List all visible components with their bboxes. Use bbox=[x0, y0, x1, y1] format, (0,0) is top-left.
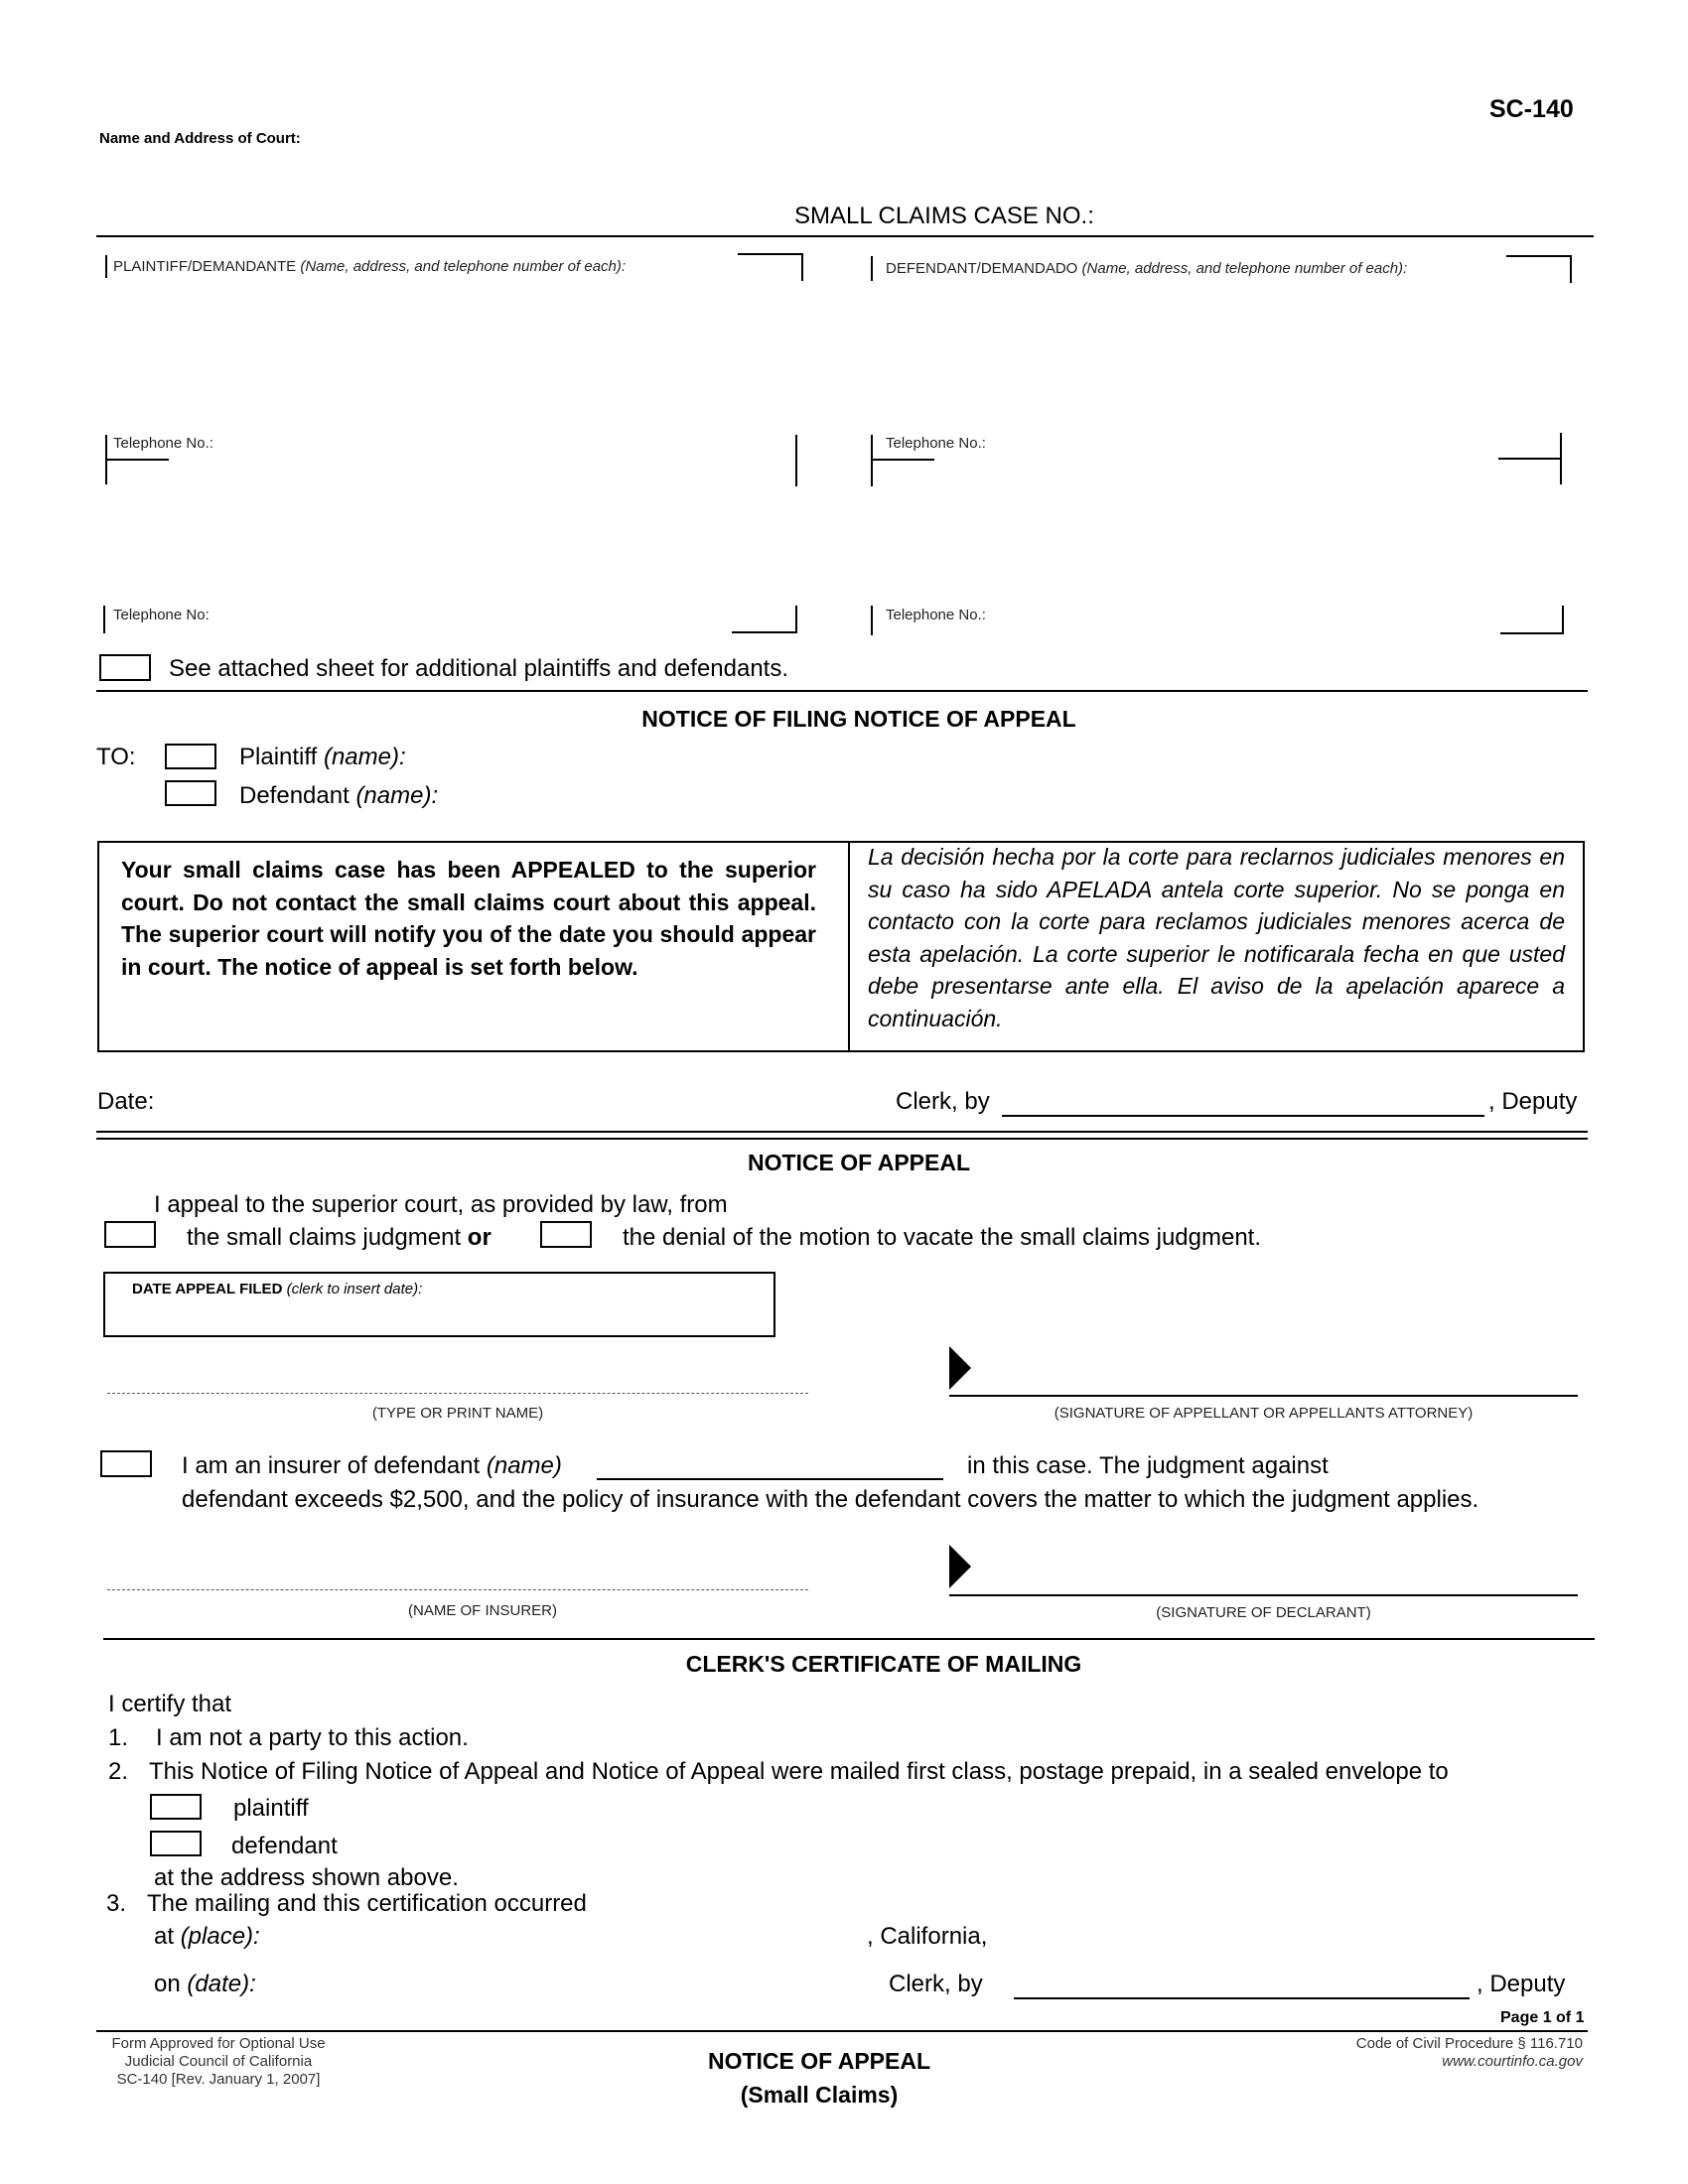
insurer-checkbox[interactable] bbox=[100, 1450, 152, 1477]
notice-appeal-title: NOTICE OF APPEAL bbox=[747, 1150, 971, 1175]
to-plaintiff-checkbox[interactable] bbox=[165, 744, 216, 769]
date-appeal-filed-label: DATE APPEAL FILED (clerk to insert date): bbox=[132, 1281, 423, 1297]
mail-defendant-checkbox[interactable] bbox=[150, 1831, 202, 1856]
denial-checkbox[interactable] bbox=[540, 1221, 592, 1248]
plaintiff-label: PLAINTIFF/DEMANDANTE (Name, address, and telephone number of each): bbox=[113, 258, 627, 275]
appellant-signature-caption: (SIGNATURE OF APPELLANT OR APPELLANTS ATTORNEY) bbox=[1054, 1405, 1474, 1422]
type-name-caption: (TYPE OR PRINT NAME) bbox=[371, 1405, 544, 1422]
defendant-label: DEFENDANT/DEMANDADO (Name, address, and telephone number of each): bbox=[886, 260, 1408, 277]
clerk-signature-line[interactable] bbox=[1002, 1115, 1484, 1117]
deputy-label: , Deputy bbox=[1488, 1088, 1578, 1115]
judgment-option: the small claims judgment or bbox=[187, 1224, 492, 1251]
insurer-text-2: in this case. The judgment against bbox=[967, 1452, 1329, 1479]
telephone-label: Telephone No.: bbox=[113, 435, 213, 452]
mailing-date-label: on (date): bbox=[154, 1971, 256, 1997]
insurer-name-line[interactable] bbox=[107, 1589, 808, 1590]
page-number: Page 1 of 1 bbox=[1500, 2009, 1585, 2026]
section-rule bbox=[96, 690, 1588, 692]
notice-filing-title: NOTICE OF FILING NOTICE OF APPEAL bbox=[641, 706, 1076, 732]
to-label: TO: bbox=[96, 744, 136, 770]
telephone-label: Telephone No.: bbox=[886, 435, 986, 452]
telephone-label: Telephone No: bbox=[113, 607, 210, 623]
to-defendant-checkbox[interactable] bbox=[165, 780, 216, 806]
signature-arrow-icon bbox=[949, 1346, 971, 1390]
tel4-bracket bbox=[871, 606, 873, 635]
appeal-intro: I appeal to the superior court, as provided by law, from bbox=[154, 1191, 728, 1218]
declarant-arrow-icon bbox=[949, 1545, 971, 1588]
insurer-defendant-name-line[interactable] bbox=[597, 1478, 943, 1480]
english-notice-text: Your small claims case has been APPEALED to the superior court. Do not contact the small claims court about this appeal. The superior court will notify you of the date you should appear in court. The notice of appeal is set forth below. bbox=[121, 857, 816, 980]
plaintiff-bracket bbox=[105, 255, 107, 278]
header-rule bbox=[96, 235, 1594, 237]
certificate-title: CLERK'S CERTIFICATE OF MAILING bbox=[685, 1651, 1082, 1677]
form-number: SC-140 bbox=[1489, 95, 1574, 123]
declarant-signature-line[interactable] bbox=[949, 1594, 1578, 1596]
california-label: , California, bbox=[867, 1923, 988, 1950]
attached-sheet-checkbox[interactable] bbox=[99, 654, 151, 681]
clerk-by-label: Clerk, by bbox=[896, 1088, 990, 1115]
insurer-name-caption: (NAME OF INSURER) bbox=[408, 1602, 557, 1619]
court-name-label: Name and Address of Court: bbox=[99, 130, 301, 147]
footer-code: Code of Civil Procedure § 116.710 www.courtinfo.ca.gov bbox=[1291, 2035, 1583, 2071]
tel2-bracket bbox=[871, 435, 873, 486]
to-plaintiff-label: Plaintiff (name): bbox=[239, 744, 406, 770]
item2-text: This Notice of Filing Notice of Appeal and Notice of Appeal were mailed first class, postage prepaid, in a sealed envelope to bbox=[149, 1758, 1449, 1785]
form-approved: Form Approved for Optional Use Judicial Council of California SC-140 [Rev. January 1, 2007] bbox=[111, 2035, 326, 2088]
defendant-corner-h bbox=[1506, 255, 1572, 257]
certificate-clerk-label: Clerk, by bbox=[889, 1971, 983, 1997]
footer-title: NOTICE OF APPEAL (Small Claims) bbox=[707, 2048, 931, 2108]
mail-plaintiff-label: plaintiff bbox=[233, 1795, 309, 1822]
certificate-clerk-signature-line[interactable] bbox=[1014, 1997, 1470, 1999]
item3-text: The mailing and this certification occurred bbox=[147, 1890, 587, 1917]
insurer-text-3: defendant exceeds $2,500, and the policy of insurance with the defendant covers the matter to which the judgment applies. bbox=[182, 1486, 1479, 1513]
place-label: at (place): bbox=[154, 1923, 260, 1950]
courtinfo-link[interactable]: www.courtinfo.ca.gov bbox=[1442, 2053, 1583, 2070]
plaintiff-corner-h bbox=[738, 253, 803, 255]
case-number-label: SMALL CLAIMS CASE NO.: bbox=[794, 203, 1094, 229]
defendant-bracket bbox=[871, 256, 873, 281]
mail-defendant-label: defendant bbox=[231, 1833, 338, 1859]
item1-number: 1. bbox=[108, 1724, 129, 1751]
telephone-label: Telephone No.: bbox=[886, 607, 986, 623]
item2-number: 2. bbox=[108, 1758, 129, 1785]
insurer-text: I am an insurer of defendant (name) bbox=[182, 1452, 562, 1479]
judgment-checkbox[interactable] bbox=[104, 1221, 156, 1248]
appellant-signature-line[interactable] bbox=[949, 1395, 1578, 1397]
certify-text: I certify that bbox=[108, 1691, 232, 1717]
denial-option: the denial of the motion to vacate the small claims judgment. bbox=[623, 1224, 1262, 1251]
item3-number: 3. bbox=[106, 1890, 127, 1917]
address-line: at the address shown above. bbox=[154, 1864, 459, 1891]
item1-text: I am not a party to this action. bbox=[156, 1724, 469, 1751]
declarant-signature-caption: (SIGNATURE OF DECLARANT) bbox=[1156, 1604, 1371, 1621]
spanish-notice-text: La decisión hecha por la corte para reclarnos judiciales menores en su caso ha sido APELADA antela corte superior. No se ponga en contacto con la corte para reclamos judiciales menores acerca de esta apelación. La corte superior le notificarala fecha en que usted debe presentarse ante ella. El aviso de la apelación aparece a continuación. bbox=[868, 844, 1565, 1031]
tel3-bracket bbox=[103, 606, 105, 633]
mail-plaintiff-checkbox[interactable] bbox=[150, 1794, 202, 1820]
plaintiff-corner-v bbox=[801, 253, 803, 281]
type-name-line[interactable] bbox=[107, 1393, 808, 1394]
date-label: Date: bbox=[97, 1088, 155, 1115]
certificate-deputy-label: , Deputy bbox=[1477, 1971, 1566, 1997]
to-defendant-label: Defendant (name): bbox=[239, 782, 439, 809]
defendant-corner-v bbox=[1570, 255, 1572, 283]
attached-sheet-text: See attached sheet for additional plaintiffs and defendants. bbox=[169, 655, 789, 682]
